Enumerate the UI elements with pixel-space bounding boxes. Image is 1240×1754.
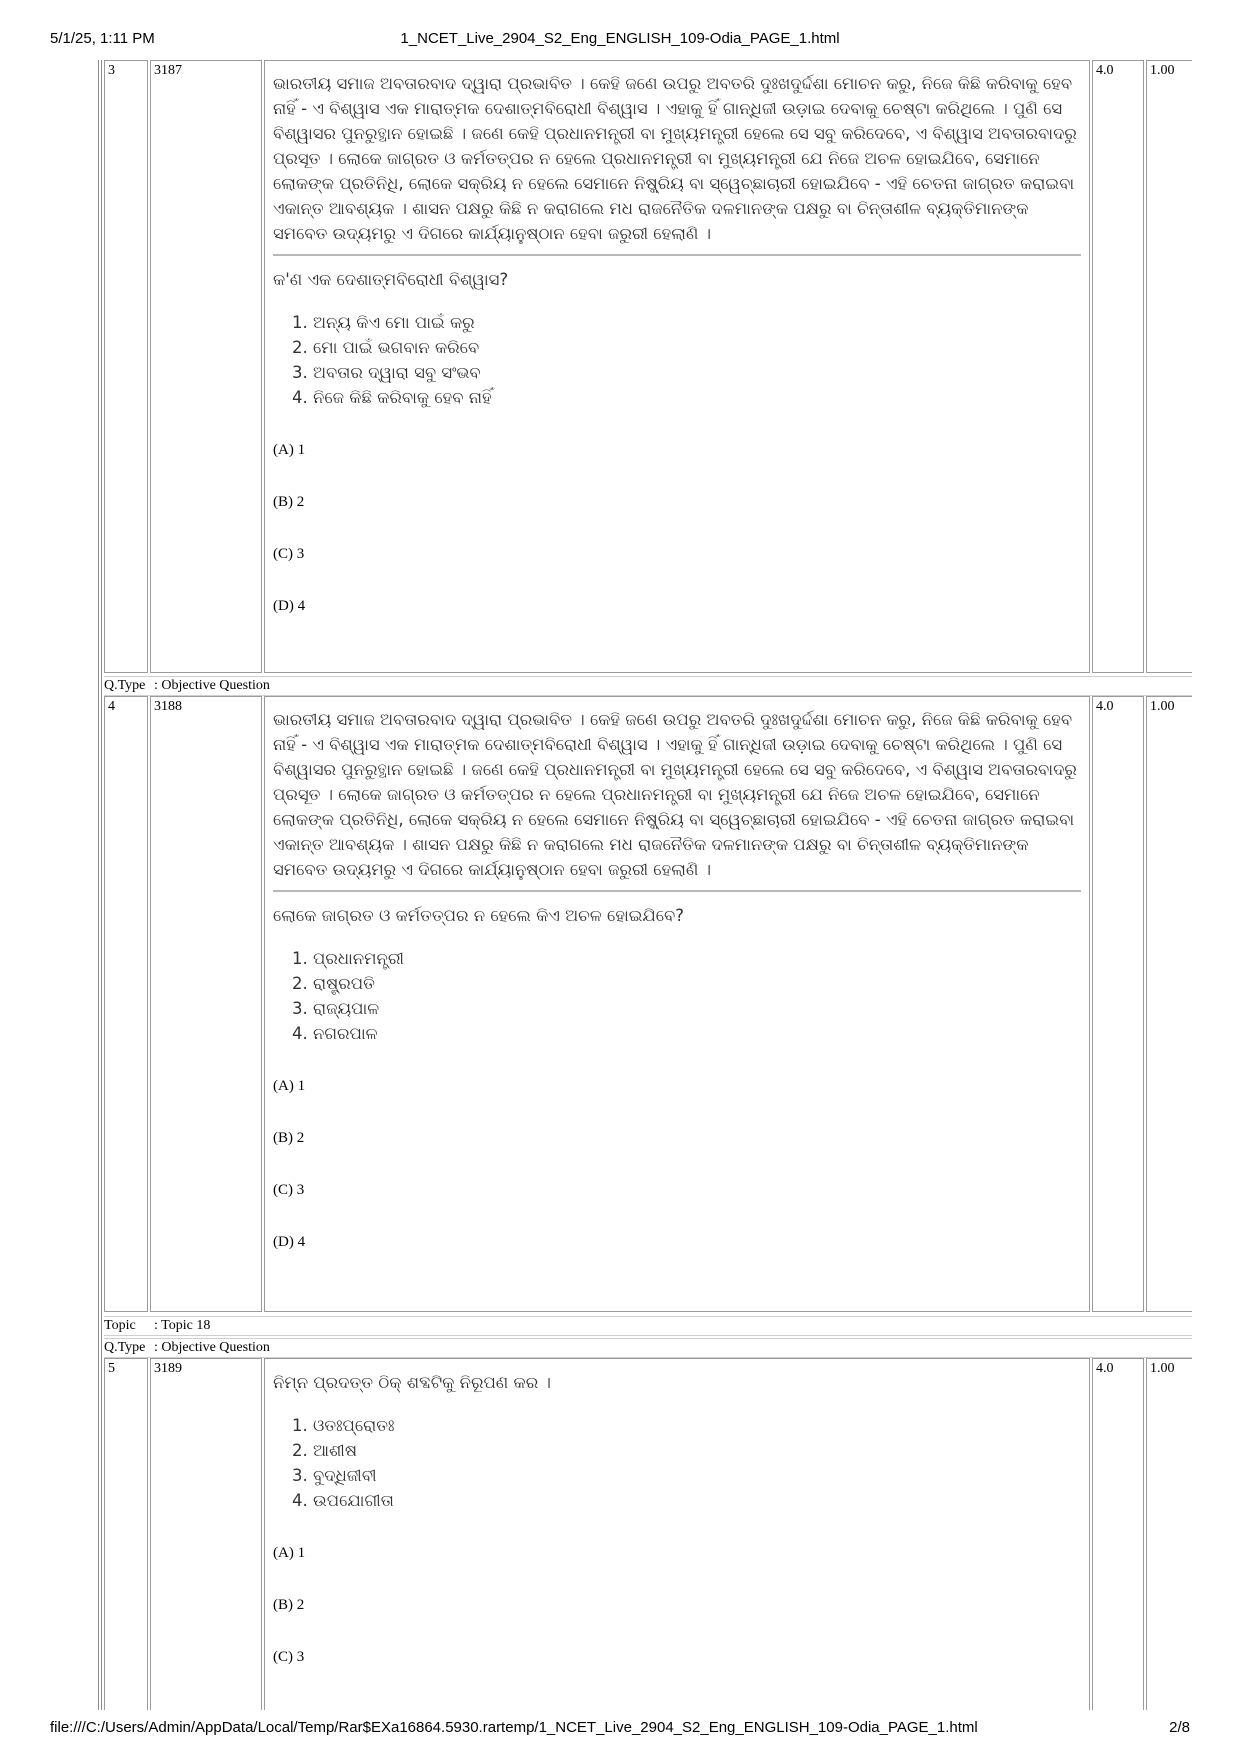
option-item: 1. ଓତଃପ୍ରୋତଃ: [313, 1413, 1081, 1438]
choice-a: (A) 1: [273, 442, 306, 458]
serial-number: 5: [104, 1358, 148, 1710]
serial-number: 4: [104, 696, 148, 1312]
option-item: 3. ବୁଦ୍ଧିଜୀବୀ: [313, 1463, 1081, 1488]
negative-marks: 1.00: [1146, 60, 1192, 673]
passage-text: ଭାରତୀୟ ସମାଜ ଅବତାରବାଦ ଦ୍ୱାରା ପ୍ରଭାବିତ । କେହି ଜଣେ ଉପରୁ ଅବତରି ଦୁଃଖଦୁର୍ଦ୍ଦଶା ମୋଚନ କରୁ, ନିଜେ କିଛି କରିବାକୁ ହେବ ନାହିଁ - ଏ ବିଶ୍ୱାସ ଏକ ମାରାତ୍ମକ ଦେଶାତ୍ମବିରୋଧୀ ବିଶ୍ୱାସ । ଏହାକୁ ହିଁ ଗାନ୍ଧିଜୀ ଉଡ଼ାଇ ଦେବାକୁ ଚେଷ୍ଟା କରିଥିଲେ । ପୁଣି ସେ ବିଶ୍ୱାସର ପୁନରୁତ୍ଥାନ ହୋଇଛି । ଜଣେ କେହି ପ୍ରଧାନମନ୍ତ୍ରୀ ବା ମୁଖ୍ୟମନ୍ତ୍ରୀ ହେଲେ ସେ ସବୁ କରିଦେବେ, ଏ ବିଶ୍ୱାସ ଅବତାରବାଦରୁ ପ୍ରସୂତ । ଲୋକେ ଜାଗ୍ରତ ଓ କର୍ମତତ୍ପର ନ ହେଲେ ପ୍ରଧାନମନ୍ତ୍ରୀ ବା ମୁଖ୍ୟମନ୍ତ୍ରୀ ଯେ ନିଜେ ଅଚଳ ହୋଇଯିବେ, ସେମାନେ ଲୋକଙ୍କ ପ୍ରତିନିଧି, ଲୋକେ ସକ୍ରିୟ ନ ହେଲେ ସେମାନେ ନିଷ୍କ୍ରିୟ ବା ସ୍ୱେଚ୍ଛାଚାରୀ ହୋଇଯିବେ - ଏହି ଚେତନା ଜାଗ୍ରତ କରାଇବା ଏକାନ୍ତ ଆବଶ୍ୟକ । ଶାସନ ପକ୍ଷରୁ କିଛି ନ କରାଗଲେ ମଧ ରାଜନୈତିକ ଦଳମାନଙ୍କ ପକ୍ଷରୁ ବା ଚିନ୍ତାଶୀଳ ବ୍ୟକ୍ତିମାନଙ୍କ ସମବେତ ଉଦ୍ୟମରୁ ଏ ଦିଗରେ କାର୍ଯ୍ୟାନୁଷ୍ଠାନ ହେବା ଜରୁରୀ ହେଲାଣି ।: [273, 71, 1081, 256]
qtype-line: [104, 676, 1192, 696]
question-text: ନିମ୍ନ ପ୍ରଦତ୍ତ ଠିକ୍ ଶବ୍ଦଟିକୁ ନିରୂପଣ କର ।: [273, 1373, 551, 1392]
negative-marks: 1.00: [1146, 696, 1192, 1312]
answer-choices: [273, 442, 1081, 650]
marks: 4.0: [1092, 696, 1144, 1312]
option-item: 2. ରାଷ୍ଟ୍ରପତି: [313, 971, 1081, 996]
choice-a: (A) 1: [273, 1078, 306, 1094]
question-body: [264, 1358, 1090, 1710]
option-item: 2. ଆଶୀଷ: [313, 1438, 1081, 1463]
negative-marks: 1.00: [1146, 1358, 1192, 1710]
file-url: file:///C:/Users/Admin/AppData/Local/Temp/Rar$EXa16864.5930.rartemp/1_NCET_Live_2904_S2_Eng_ENGLISH_109-Odia_PAGE_1.html: [50, 1719, 978, 1736]
print-document-title: 1_NCET_Live_2904_S2_Eng_ENGLISH_109-Odia_PAGE_1.html: [400, 30, 840, 47]
choice-b: (B) 2: [273, 1597, 305, 1613]
option-item: 3. ରାଜ୍ୟପାଳ: [313, 996, 1081, 1021]
topic-line: [104, 1316, 1192, 1336]
print-footer: [50, 1719, 1190, 1743]
choice-c: (C) 3: [273, 1182, 305, 1198]
question-text: କ'ଣ ଏକ ଦେଶାତ୍ମବିରୋଧୀ ବିଶ୍ୱାସ?: [273, 270, 509, 289]
choice-c: (C) 3: [273, 1649, 305, 1665]
choice-a: (A) 1: [273, 1545, 306, 1561]
marks: 4.0: [1092, 1358, 1144, 1710]
options-list: [273, 310, 1081, 410]
question-row-3: [104, 60, 1192, 673]
option-item: 2. ମୋ ପାଇଁ ଭଗବାନ କରିବେ: [313, 335, 1081, 360]
passage-text: ଭାରତୀୟ ସମାଜ ଅବତାରବାଦ ଦ୍ୱାରା ପ୍ରଭାବିତ । କେହି ଜଣେ ଉପରୁ ଅବତରି ଦୁଃଖଦୁର୍ଦ୍ଦଶା ମୋଚନ କରୁ, ନିଜେ କିଛି କରିବାକୁ ହେବ ନାହିଁ - ଏ ବିଶ୍ୱାସ ଏକ ମାରାତ୍ମକ ଦେଶାତ୍ମବିରୋଧୀ ବିଶ୍ୱାସ । ଏହାକୁ ହିଁ ଗାନ୍ଧିଜୀ ଉଡ଼ାଇ ଦେବାକୁ ଚେଷ୍ଟା କରିଥିଲେ । ପୁଣି ସେ ବିଶ୍ୱାସର ପୁନରୁତ୍ଥାନ ହୋଇଛି । ଜଣେ କେହି ପ୍ରଧାନମନ୍ତ୍ରୀ ବା ମୁଖ୍ୟମନ୍ତ୍ରୀ ହେଲେ ସେ ସବୁ କରିଦେବେ, ଏ ବିଶ୍ୱାସ ଅବତାରବାଦରୁ ପ୍ରସୂତ । ଲୋକେ ଜାଗ୍ରତ ଓ କର୍ମତତ୍ପର ନ ହେଲେ ପ୍ରଧାନମନ୍ତ୍ରୀ ବା ମୁଖ୍ୟମନ୍ତ୍ରୀ ଯେ ନିଜେ ଅଚଳ ହୋଇଯିବେ, ସେମାନେ ଲୋକଙ୍କ ପ୍ରତିନିଧି, ଲୋକେ ସକ୍ରିୟ ନ ହେଲେ ସେମାନେ ନିଷ୍କ୍ରିୟ ବା ସ୍ୱେଚ୍ଛାଚାରୀ ହୋଇଯିବେ - ଏହି ଚେତନା ଜାଗ୍ରତ କରାଇବା ଏକାନ୍ତ ଆବଶ୍ୟକ । ଶାସନ ପକ୍ଷରୁ କିଛି ନ କରାଗଲେ ମଧ ରାଜନୈତିକ ଦଳମାନଙ୍କ ପକ୍ଷରୁ ବା ଚିନ୍ତାଶୀଳ ବ୍ୟକ୍ତିମାନଙ୍କ ସମବେତ ଉଦ୍ୟମରୁ ଏ ଦିଗରେ କାର୍ଯ୍ୟାନୁଷ୍ଠାନ ହେବା ଜରୁରୀ ହେଲାଣି ।: [273, 707, 1081, 892]
option-item: 1. ପ୍ରଧାନମନ୍ତ୍ରୀ: [313, 946, 1081, 971]
left-border: [98, 60, 102, 1710]
qtype-line: [104, 1338, 1192, 1358]
option-item: 4. ନଗରପାଳ: [313, 1021, 1081, 1046]
answer-choices: [273, 1545, 1081, 1701]
options-list: [273, 946, 1081, 1046]
question-sheet: [98, 60, 1192, 1710]
question-row-5: [104, 1358, 1192, 1710]
qtype-value: : Objective Question: [154, 1340, 270, 1355]
answer-choices: [273, 1078, 1081, 1286]
choice-d: (D) 4: [273, 1234, 306, 1250]
print-datetime: 5/1/25, 1:11 PM: [50, 30, 155, 47]
serial-number: 3: [104, 60, 148, 673]
topic-value: : Topic 18: [154, 1318, 211, 1333]
page-number: 2/8: [1169, 1719, 1190, 1736]
option-item: 1. ଅନ୍ୟ କିଏ ମୋ ପାଇଁ କରୁ: [313, 310, 1081, 335]
question-id: 3188: [150, 696, 262, 1312]
question-body: [264, 60, 1090, 673]
qtype-label: Q.Type: [104, 1340, 146, 1355]
choice-d: (D) 4: [273, 598, 306, 614]
option-item: 4. ଉପଯୋଗୀତା: [313, 1488, 1081, 1513]
option-item: 3. ଅବତାର ଦ୍ୱାରା ସବୁ ସଂଭବ: [313, 360, 1081, 385]
question-id: 3189: [150, 1358, 262, 1710]
options-list: [273, 1413, 1081, 1513]
topic-label: Topic: [104, 1318, 136, 1333]
choice-c: (C) 3: [273, 546, 305, 562]
qtype-value: : Objective Question: [154, 678, 270, 693]
question-row-4: [104, 696, 1192, 1312]
print-header: [50, 30, 1190, 54]
option-item: 4. ନିଜେ କିଛି କରିବାକୁ ହେବ ନାହିଁ: [313, 385, 1081, 410]
question-text: ଲୋକେ ଜାଗ୍ରତ ଓ କର୍ମତତ୍ପର ନ ହେଲେ କିଏ ଅଚଳ ହୋଇଯିବେ?: [273, 906, 685, 925]
choice-b: (B) 2: [273, 494, 305, 510]
marks: 4.0: [1092, 60, 1144, 673]
choice-b: (B) 2: [273, 1130, 305, 1146]
qtype-label: Q.Type: [104, 678, 146, 693]
question-id: 3187: [150, 60, 262, 673]
question-body: [264, 696, 1090, 1312]
